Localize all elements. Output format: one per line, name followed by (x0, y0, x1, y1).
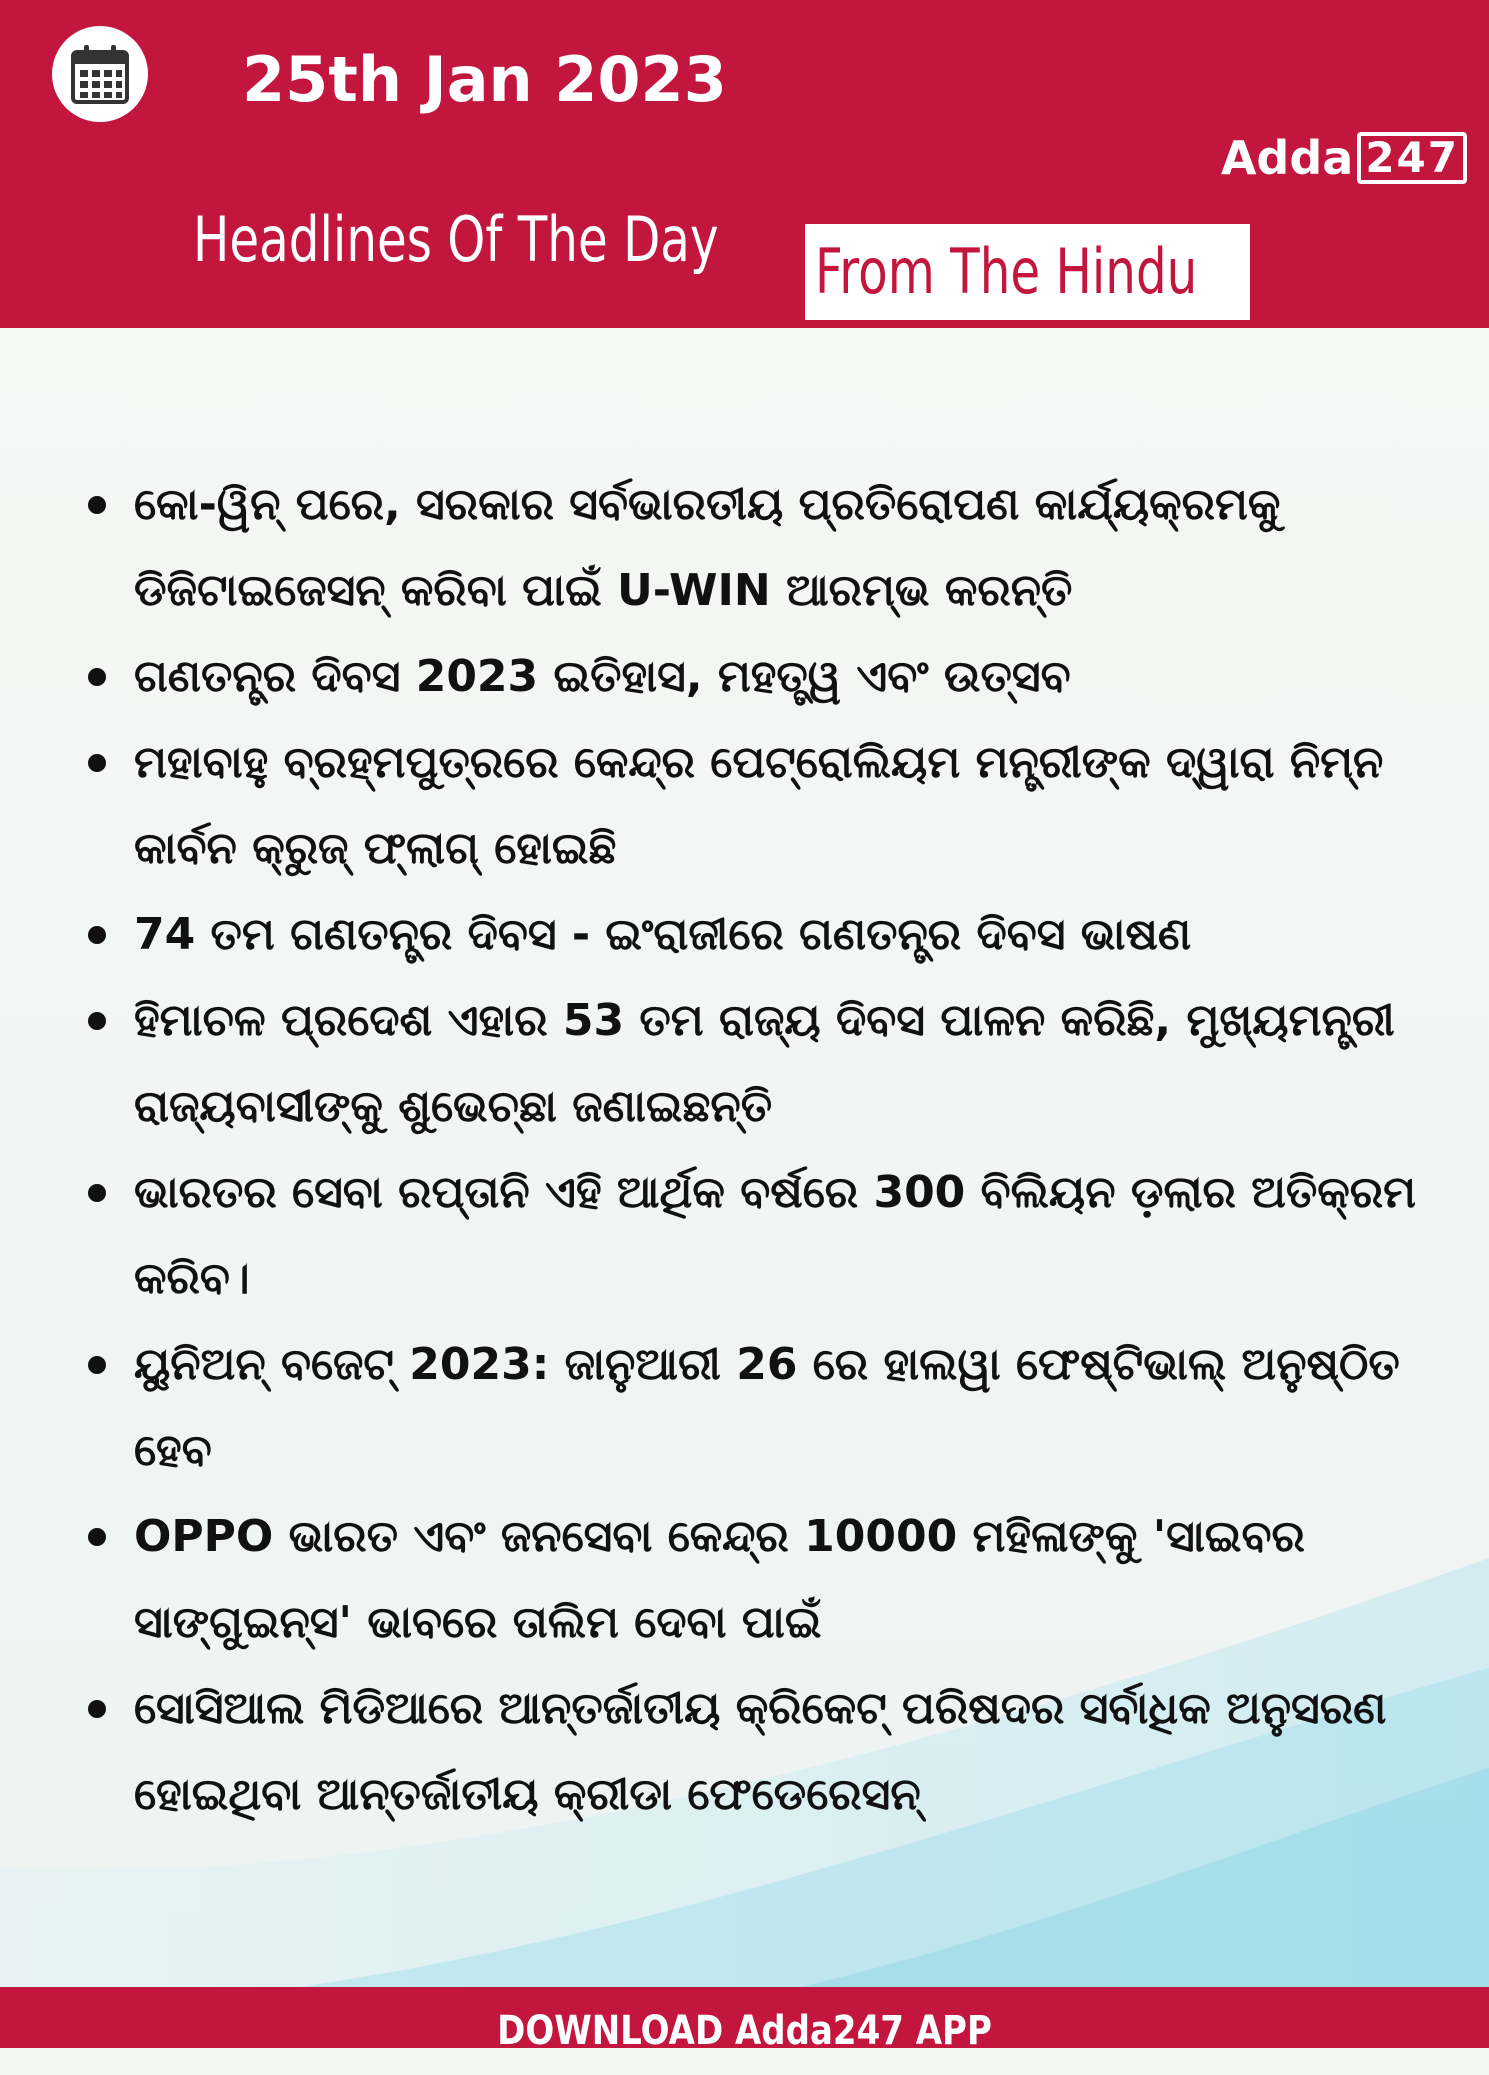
footer-banner[interactable] (0, 1987, 1489, 2054)
list-item: ଭାରତର ସେବା ରପ୍ତାନି ଏହି ଆର୍ଥିକ ବର୍ଷରେ 300 ବିଲିୟନ ଡ଼ଲାର ଅତିକ୍ରମ କରିବ। (84, 1150, 1454, 1322)
adda247-logo[interactable] (1221, 128, 1467, 188)
calendar-icon (70, 43, 130, 105)
date-label: 25th Jan 2023 (242, 43, 727, 116)
download-app-link[interactable]: DOWNLOAD Adda247 APP (497, 2008, 992, 2054)
list-item: ହିମାଚଳ ପ୍ରଦେଶ ଏହାର 53 ତମ ରାଜ୍ୟ ଦିବସ ପାଳନ କରିଛି, ମୁଖ୍ୟମନ୍ତ୍ରୀ ରାଜ୍ୟବାସୀଙ୍କୁ ଶୁଭେଚ୍ଛା ଜଣାଇଛନ୍ତି (84, 978, 1454, 1150)
list-item: ୟୁନିଅନ୍ ବଜେଟ୍ 2023: ଜାନୁଆରୀ 26 ରେ ହାଲୱା ଫେଷ୍ଟିଭାଲ୍ ଅନୁଷ୍ଠିତ ହେବ (84, 1322, 1454, 1494)
list-item: କୋ-ୱିନ୍ ପରେ, ସରକାର ସର୍ବଭାରତୀୟ ପ୍ରତିରୋପଣ କାର୍ଯ୍ୟକ୍ରମକୁ ଡିଜିଟାଇଜେସନ୍ କରିବା ପାଇଁ U-WIN ଆରମ୍ଭ କରନ୍ତି (84, 462, 1454, 634)
source-label: From The Hindu (815, 235, 1198, 308)
header-banner (0, 0, 1489, 328)
logo-number: 247 (1357, 132, 1467, 184)
list-item: 74 ତମ ଗଣତନ୍ତ୍ର ଦିବସ - ଇଂରାଜୀରେ ଗଣତନ୍ତ୍ର ଦିବସ ଭାଷଣ (84, 892, 1454, 978)
list-item: ଗଣତନ୍ତ୍ର ଦିବସ 2023 ଇତିହାସ, ମହତ୍ତ୍ୱ ଏବଂ ଉତ୍ସବ (84, 634, 1454, 720)
headlines-title: Headlines Of The Day (193, 203, 719, 276)
logo-text: Adda (1220, 131, 1354, 185)
headline-list (84, 462, 1454, 1838)
source-badge (805, 224, 1250, 320)
list-item: ମହାବାହୁ ବ୍ରହ୍ମପୁତ୍ରରେ କେନ୍ଦ୍ର ପେଟ୍ରୋଲିୟମ ମନ୍ତ୍ରୀଙ୍କ ଦ୍ୱାରା ନିମ୍ନ କାର୍ବନ କ୍ରୁଜ୍ ଫ୍ଲାଗ୍ ହୋଇଛି (84, 720, 1454, 892)
calendar-badge (52, 26, 148, 122)
list-item: OPPO ଭାରତ ଏବଂ ଜନସେବା କେନ୍ଦ୍ର 10000 ମହିଳାଙ୍କୁ 'ସାଇବର ସାଙ୍ଗୁଇନ୍ସ' ଭାବରେ ତାଲିମ ଦେବା ପାଇଁ (84, 1494, 1454, 1666)
list-item: ସୋସିଆଲ ମିଡିଆରେ ଆନ୍ତର୍ଜାତୀୟ କ୍ରିକେଟ୍ ପରିଷଦର ସର୍ବାଧିକ ଅନୁସରଣ ହୋଇଥିବା ଆନ୍ତର୍ଜାତୀୟ କ୍ରୀଡା ଫେଡେରେସନ୍ (84, 1666, 1454, 1838)
